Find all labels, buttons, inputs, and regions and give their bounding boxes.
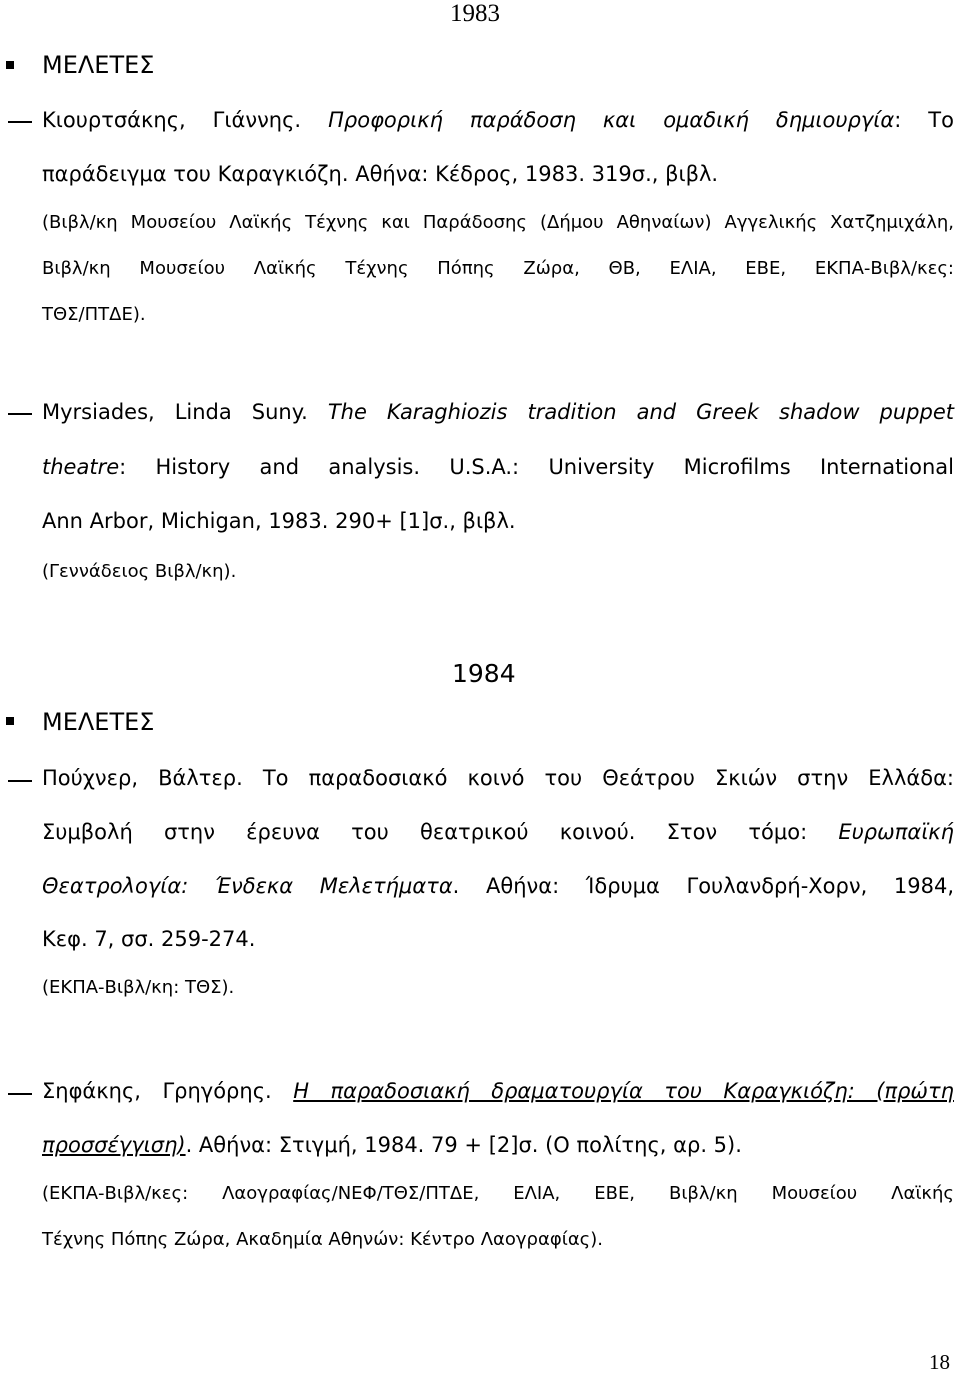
entry-title: theatre xyxy=(42,455,120,479)
entry-text: : History and analysis. U.S.A.: University Microfilms International xyxy=(119,455,954,479)
entry-line: Ann Arbor, Michigan, 1983. 290+ [1]σ., βιβλ. xyxy=(42,509,516,533)
entry-title: Θεατρολογία: Ένδεκα Μελετήματα xyxy=(42,874,453,898)
entry-title: Η παραδοσιακή δραματουργία του Καραγκιόζη: (πρώτη xyxy=(293,1079,954,1103)
entry-location: Βιβλ/κη Μουσείου Λαϊκής Τέχνης Πόπης Ζώρα, ΘΒ, ΕΛΙΑ, ΕΒΕ, ΕΚΠΑ-Βιβλ/κες: xyxy=(42,258,954,279)
dash-icon xyxy=(8,1093,32,1095)
entry-author: Myrsiades, Linda Suny. xyxy=(42,400,308,424)
dash-icon xyxy=(8,780,32,782)
entry-text: : Το xyxy=(894,108,954,132)
entry-title: προσσέγγιση) xyxy=(42,1133,186,1157)
entry-text: . Αθήνα: Ίδρυμα Γουλανδρή-Χορν, 1984, xyxy=(452,874,954,898)
entry-line xyxy=(42,876,954,897)
bullet-icon xyxy=(6,717,14,725)
section-heading: ΜΕΛΕΤΕΣ xyxy=(42,708,155,736)
page-number: 18 xyxy=(929,1350,950,1374)
year-heading: 1984 xyxy=(452,659,516,688)
entry-title: The Karaghiozis tradition and Greek shadow puppet xyxy=(327,400,954,424)
entry-location: Τέχνης Πόπης Ζώρα, Ακαδημία Αθηνών: Κέντρο Λαογραφίας). xyxy=(42,1229,603,1250)
entry-text: . Αθήνα: Στιγμή, 1984. 79 + [2]σ. (Ο πολίτης, αρ. 5). xyxy=(185,1133,742,1157)
section-heading: ΜΕΛΕΤΕΣ xyxy=(42,51,155,79)
entry-line xyxy=(42,402,954,423)
entry-location: (Γεννάδειος Βιβλ/κη). xyxy=(42,561,237,582)
entry-line xyxy=(42,457,954,478)
dash-icon xyxy=(8,121,32,123)
dash-icon xyxy=(8,413,32,415)
bullet-icon xyxy=(6,61,14,69)
entry-line: Κεφ. 7, σσ. 259-274. xyxy=(42,927,256,951)
entry-text: Συμβολή στην έρευνα του θεατρικού κοινού. Στον τόμο: xyxy=(42,820,808,844)
entry-location: (ΕΚΠΑ-Βιβλ/κη: ΤΘΣ). xyxy=(42,977,235,998)
entry-title: Προφορική παράδοση και ομαδική δημιουργία xyxy=(328,108,895,132)
entry-author: Σηφάκης, Γρηγόρης. xyxy=(42,1079,272,1103)
entry-title: Ευρωπαϊκή xyxy=(838,820,954,844)
entry-line: παράδειγμα του Καραγκιόζη. Αθήνα: Κέδρος, 1983. 319σ., βιβλ. xyxy=(42,162,719,186)
entry-line xyxy=(42,1081,954,1102)
entry-line xyxy=(42,110,954,131)
entry-location: ΤΘΣ/ΠΤΔΕ). xyxy=(42,304,146,325)
entry-author: Κιουρτσάκης, Γιάννης. xyxy=(42,108,302,132)
entry-location: (Βιβλ/κη Μουσείου Λαϊκής Τέχνης και Παράδοσης (Δήμου Αθηναίων) Αγγελικής Χατζημιχάλη, xyxy=(42,212,954,233)
entry-line xyxy=(42,822,954,843)
entry-line: Πούχνερ, Βάλτερ. Το παραδοσιακό κοινό του Θεάτρου Σκιών στην Ελλάδα: xyxy=(42,766,954,790)
entry-line xyxy=(42,1135,954,1156)
entry-location: (ΕΚΠΑ-Βιβλ/κες: Λαογραφίας/ΝΕΦ/ΤΘΣ/ΠΤΔΕ, ΕΛΙΑ, ΕΒΕ, Βιβλ/κη Μουσείου Λαϊκής xyxy=(42,1183,954,1204)
year-heading: 1983 xyxy=(450,0,500,27)
